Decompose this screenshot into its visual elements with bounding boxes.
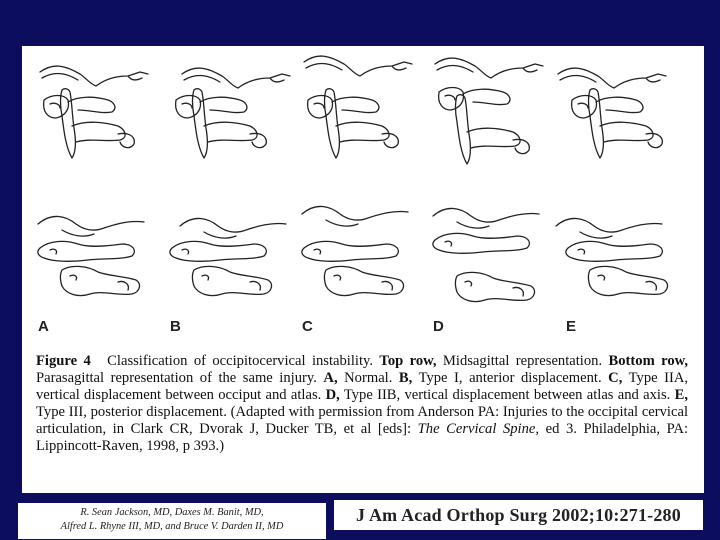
- bottom-row-illustration-d: [433, 208, 539, 301]
- axis-shape: [456, 95, 530, 164]
- caption-bottom-row-label: Bottom row,: [608, 353, 689, 369]
- bottom-row-illustration-c: [302, 206, 408, 295]
- caption-b-label: B,: [398, 370, 413, 386]
- bottom-row-illustration-e: [556, 218, 667, 295]
- authors-line-1: R. Sean Jackson, MD, Daxes M. Banit, MD,: [80, 507, 264, 518]
- atlas-shape: [44, 96, 115, 119]
- top-row-illustration-c: [304, 56, 412, 158]
- occiput-shape: [182, 68, 290, 88]
- axis-body-shape: [589, 266, 668, 295]
- caption-b-text: Type I, anterior displacement.: [418, 370, 602, 386]
- caption-e-text: Type III, posterior displacement.: [36, 404, 227, 420]
- caption-a-label: A,: [323, 370, 338, 386]
- authors-box: [18, 503, 326, 539]
- panel-letter-a: A: [38, 318, 49, 335]
- slide-panel: [22, 46, 704, 493]
- axis-shape: [325, 89, 399, 158]
- axis-body-shape: [61, 266, 140, 295]
- bottom-row-illustration-b: [170, 218, 286, 295]
- atlas-lateral-mass-shape: [170, 241, 266, 261]
- atlas-shape: [439, 88, 510, 111]
- citation-box: [334, 500, 703, 530]
- axis-body-shape: [325, 266, 404, 295]
- panel-letter-c: C: [302, 318, 313, 335]
- panel-letter-e: E: [566, 318, 577, 335]
- top-row-illustration-b: [176, 68, 290, 158]
- caption-e-label: E,: [674, 387, 688, 403]
- occipital-condyle-shape: [180, 218, 286, 238]
- journal-citation: J Am Acad Orthop Surg 2002;10:271-280: [356, 505, 681, 525]
- atlas-shape: [176, 96, 247, 119]
- occiput-shape: [435, 58, 543, 78]
- top-row-illustration-a: [40, 66, 148, 158]
- spine-illustration-grid: [22, 46, 704, 346]
- caption-publisher-text: ed 3. Philadelphia, PA: Lippincott-Raven, 1998, p 393.): [36, 421, 688, 454]
- axis-body-shape: [193, 266, 272, 295]
- atlas-lateral-mass-shape: [433, 233, 529, 253]
- caption-c-text: Type IIA, vertical displacement between occiput and atlas.: [36, 370, 689, 403]
- caption-c-label: C,: [608, 370, 623, 386]
- bottom-row-illustration-a: [38, 216, 144, 295]
- top-row-illustration-d: [435, 58, 543, 164]
- axis-shape: [589, 89, 663, 158]
- top-row-illustration-e: [558, 68, 666, 158]
- occiput-shape: [558, 68, 666, 88]
- caption-adapted-text: (Adapted with permission from Anderson PA: Injuries to the occipital cervical articulation, in Clark CR, Dvorak J, Ducker TB, et al [eds]:: [36, 404, 688, 437]
- caption-top-row-text: Midsagittal representation.: [442, 353, 603, 369]
- caption-d-text: Type IIB, vertical displacement between atlas and axis.: [343, 387, 671, 403]
- panel-letter-b: B: [170, 318, 181, 335]
- atlas-lateral-mass-shape: [566, 241, 662, 261]
- figure-label: Figure 4: [36, 353, 91, 369]
- caption-intro: Classification of occipitocervical instability.: [107, 353, 374, 369]
- authors-line-2: Alfred L. Rhyne III, MD, and Bruce V. Darden II, MD: [60, 521, 284, 532]
- axis-shape: [61, 89, 135, 158]
- figure-illustrations: [22, 46, 704, 346]
- occiput-shape: [304, 56, 412, 76]
- caption-d-label: D,: [325, 387, 340, 403]
- axis-shape: [193, 89, 267, 158]
- occipital-condyle-shape: [38, 216, 144, 236]
- occipital-condyle-shape: [556, 218, 662, 238]
- atlas-shape: [572, 96, 643, 119]
- axis-body-shape: [456, 272, 535, 301]
- caption-top-row-label: Top row,: [379, 353, 437, 369]
- atlas-lateral-mass-shape: [302, 241, 398, 261]
- caption-a-text: Normal.: [344, 370, 393, 386]
- panel-letter-d: D: [433, 318, 444, 335]
- caption-book-title: The Cervical Spine,: [417, 421, 540, 437]
- caption-bottom-row-text: Parasagittal representation of the same injury.: [36, 370, 317, 386]
- atlas-lateral-mass-shape: [38, 241, 134, 261]
- occipital-condyle-shape: [302, 206, 408, 226]
- atlas-shape: [308, 96, 379, 119]
- occiput-shape: [40, 66, 148, 86]
- figure-caption: [36, 353, 688, 455]
- occipital-condyle-shape: [433, 208, 539, 228]
